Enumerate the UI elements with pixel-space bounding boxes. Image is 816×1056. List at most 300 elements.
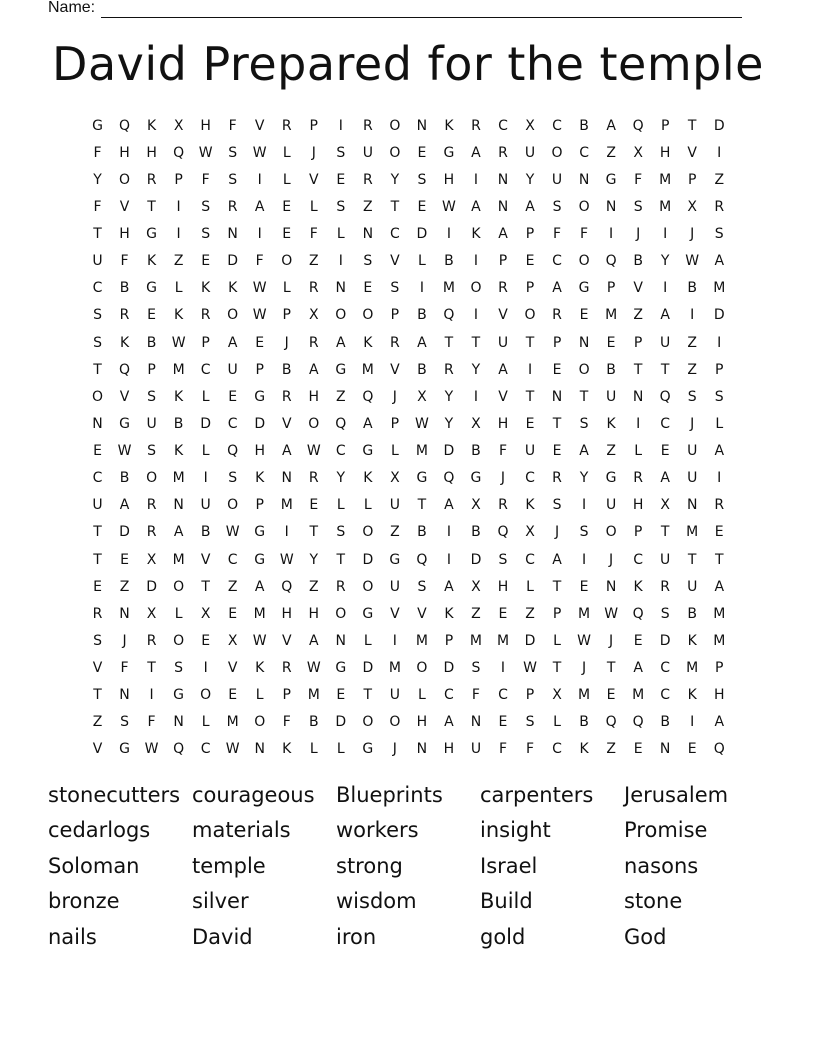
grid-letter: B [417, 361, 427, 378]
grid-letter: W [252, 144, 267, 161]
grid-letter: E [579, 578, 589, 595]
grid-letter: W [442, 198, 456, 215]
grid-letter: L [715, 415, 724, 432]
grid-letter: K [174, 307, 184, 324]
grid-letter: W [225, 741, 240, 758]
grid-letter: T [552, 578, 562, 595]
grid-letter: H [119, 226, 130, 243]
grid-letter: A [714, 578, 725, 595]
grid-letter: V [390, 253, 400, 270]
grid-letter: O [578, 253, 590, 270]
grid-letter: F [93, 198, 102, 215]
grid-letter: K [363, 334, 373, 351]
grid-letter: B [119, 280, 130, 297]
grid-letter: C [552, 253, 562, 270]
grid-letter: U [524, 144, 536, 161]
grid-letter: M [605, 307, 618, 324]
grid-letter: P [309, 117, 318, 134]
grid-letter: Z [390, 524, 400, 541]
grid-letter: B [471, 443, 481, 460]
grid-letter: T [444, 334, 454, 351]
grid-letter: P [390, 307, 400, 324]
grid-letter: T [660, 361, 670, 378]
grid-letter: N [497, 198, 509, 215]
grid-letter: J [690, 226, 695, 243]
grid-letter: S [336, 524, 346, 541]
grid-letter: P [687, 171, 697, 188]
grid-letter: I [582, 497, 587, 514]
grid-letter: V [254, 117, 265, 134]
grid-letter: D [443, 443, 455, 460]
grid-letter: V [390, 605, 400, 622]
grid-letter: E [498, 605, 508, 622]
grid-letter: L [526, 578, 534, 595]
grid-letter: I [446, 226, 451, 243]
grid-letter: G [119, 741, 130, 758]
grid-letter: I [419, 280, 424, 297]
word-bank-item: David [192, 924, 253, 949]
grid-letter: Y [93, 171, 102, 188]
grid-letter: H [200, 117, 211, 134]
grid-letter: G [605, 171, 617, 188]
grid-letter: F [228, 117, 237, 134]
grid-letter: F [201, 171, 210, 188]
grid-letter: J [392, 388, 397, 405]
grid-letter: I [473, 171, 479, 188]
grid-letter: A [417, 334, 427, 351]
grid-letter: Q [659, 388, 671, 405]
grid-letter: A [254, 198, 265, 215]
grid-letter: K [201, 280, 211, 297]
grid-letter: G [254, 551, 266, 568]
grid-letter: R [308, 334, 319, 351]
grid-letter: M [578, 605, 591, 622]
grid-letter: F [255, 253, 264, 270]
grid-letter: D [362, 660, 374, 677]
grid-letter: S [498, 551, 508, 568]
grid-letter: Q [632, 117, 644, 134]
grid-letter: M [632, 687, 645, 704]
grid-letter: E [228, 388, 238, 405]
grid-letter: U [389, 687, 400, 704]
grid-letter: O [146, 470, 158, 487]
name-blank-line[interactable] [101, 2, 742, 18]
grid-letter: K [687, 687, 697, 704]
grid-letter: E [525, 253, 535, 270]
grid-letter: F [282, 714, 291, 731]
grid-letter: I [663, 226, 668, 243]
grid-letter: R [362, 117, 373, 134]
grid-letter: I [690, 307, 695, 324]
grid-letter: V [119, 198, 130, 215]
grid-letter: O [308, 415, 320, 432]
grid-letter: L [174, 280, 183, 297]
grid-letter: A [552, 551, 562, 568]
grid-letter: V [498, 307, 508, 324]
grid-letter: B [281, 361, 292, 378]
grid-letter: I [663, 280, 668, 297]
grid-letter: C [552, 117, 562, 134]
grid-letter: Y [309, 551, 319, 568]
grid-letter: S [363, 253, 373, 270]
grid-letter: G [335, 361, 347, 378]
grid-letter: D [335, 714, 347, 731]
grid-letter: T [417, 497, 427, 514]
grid-letter: Z [687, 361, 697, 378]
grid-letter: R [552, 470, 562, 487]
grid-letter: N [335, 632, 347, 649]
grid-letter: C [444, 687, 454, 704]
grid-letter: F [120, 660, 129, 677]
grid-letter: K [119, 334, 130, 351]
grid-letter: S [471, 660, 481, 677]
grid-letter: W [306, 443, 321, 460]
grid-letter: L [417, 687, 426, 704]
name-label: Name: [48, 0, 96, 16]
grid-letter: P [552, 605, 562, 622]
grid-letter: M [713, 632, 726, 649]
grid-letter: W [252, 280, 267, 297]
grid-letter: Z [336, 388, 346, 405]
grid-letter: P [633, 524, 643, 541]
grid-letter: Z [363, 198, 373, 215]
grid-letter: M [172, 551, 185, 568]
grid-letter: I [717, 144, 722, 161]
grid-letter: O [578, 198, 590, 215]
grid-letter: R [362, 171, 373, 188]
grid-letter: S [147, 443, 157, 460]
grid-letter: F [309, 226, 318, 243]
grid-letter: S [93, 632, 102, 649]
grid-letter: Q [605, 714, 617, 731]
grid-letter: J [582, 660, 587, 677]
grid-letter: N [470, 714, 482, 731]
grid-letter: A [336, 334, 346, 351]
grid-letter: L [309, 741, 318, 758]
grid-letter: U [687, 443, 698, 460]
grid-letter: N [605, 198, 617, 215]
grid-letter: H [146, 144, 157, 161]
grid-letter: I [690, 714, 695, 731]
grid-letter: I [203, 660, 208, 677]
grid-letter: Z [92, 714, 103, 731]
grid-letter: X [660, 497, 670, 514]
grid-letter: G [578, 280, 590, 297]
grid-letter: Z [227, 578, 238, 595]
grid-letter: E [201, 253, 211, 270]
grid-letter: T [714, 551, 724, 568]
grid-letter: Q [605, 253, 617, 270]
grid-letter: F [498, 443, 508, 460]
grid-letter: N [605, 578, 617, 595]
grid-letter: H [713, 687, 725, 704]
grid-letter: G [362, 741, 374, 758]
grid-letter: E [552, 361, 562, 378]
grid-letter: C [200, 741, 211, 758]
grid-letter: I [392, 632, 397, 649]
grid-letter: U [687, 470, 698, 487]
grid-letter: X [173, 117, 184, 134]
grid-letter: T [201, 578, 210, 595]
grid-letter: Q [227, 443, 239, 460]
grid-letter: U [660, 551, 671, 568]
grid-letter: V [92, 741, 103, 758]
grid-letter: P [390, 415, 400, 432]
grid-letter: M [280, 497, 293, 514]
grid-letter: T [525, 388, 535, 405]
grid-letter: E [633, 632, 643, 649]
grid-letter: K [579, 741, 589, 758]
grid-letter: N [416, 741, 428, 758]
grid-letter: Z [308, 578, 319, 595]
grid-letter: C [525, 551, 535, 568]
grid-letter: T [552, 415, 562, 432]
grid-letter: I [717, 334, 722, 351]
grid-letter: L [201, 388, 210, 405]
grid-letter: G [119, 415, 130, 432]
word-bank-item: Soloman [48, 853, 140, 878]
grid-letter: T [525, 334, 535, 351]
grid-letter: M [415, 632, 428, 649]
grid-letter: Q [281, 578, 293, 595]
grid-letter: M [578, 687, 591, 704]
grid-letter: P [660, 117, 670, 134]
grid-letter: B [200, 524, 211, 541]
grid-letter: L [363, 497, 372, 514]
grid-letter: J [392, 741, 397, 758]
grid-letter: S [390, 280, 400, 297]
grid-letter: S [228, 171, 238, 188]
grid-letter: G [146, 226, 157, 243]
grid-letter: S [552, 497, 562, 514]
grid-letter: Z [525, 605, 535, 622]
grid-letter: I [446, 524, 451, 541]
grid-letter: H [443, 171, 455, 188]
grid-letter: R [498, 144, 508, 161]
grid-letter: U [605, 497, 617, 514]
grid-letter: U [200, 497, 211, 514]
grid-letter: S [201, 198, 211, 215]
grid-letter: C [335, 443, 346, 460]
grid-letter: J [284, 334, 289, 351]
grid-letter: W [604, 605, 619, 622]
grid-letter: T [471, 334, 481, 351]
grid-letter: J [122, 632, 127, 649]
grid-letter: Z [606, 741, 616, 758]
grid-letter: I [636, 415, 641, 432]
word-bank-item: insight [480, 818, 551, 843]
grid-letter: U [524, 443, 536, 460]
grid-letter: G [605, 470, 617, 487]
grid-letter: I [176, 198, 181, 215]
word-bank-item: Build [480, 889, 533, 914]
grid-letter: H [497, 578, 509, 595]
grid-letter: V [633, 280, 643, 297]
grid-letter: O [470, 280, 482, 297]
grid-letter: A [660, 307, 670, 324]
grid-letter: C [227, 551, 238, 568]
grid-letter: T [93, 524, 102, 541]
grid-letter: Y [444, 388, 454, 405]
grid-letter: I [717, 470, 722, 487]
grid-letter: B [308, 714, 319, 731]
grid-letter: A [173, 524, 184, 541]
grid-letter: A [444, 497, 454, 514]
grid-letter: L [363, 632, 372, 649]
grid-letter: L [309, 198, 318, 215]
grid-letter: C [498, 687, 508, 704]
grid-letter: B [660, 714, 670, 731]
grid-letter: H [119, 144, 130, 161]
grid-letter: O [335, 605, 347, 622]
grid-letter: K [363, 470, 373, 487]
grid-letter: M [659, 198, 672, 215]
grid-letter: E [93, 578, 102, 595]
grid-letter: G [254, 524, 266, 541]
grid-letter: J [636, 226, 641, 243]
grid-letter: O [362, 524, 374, 541]
grid-letter: U [92, 497, 103, 514]
grid-letter: P [444, 632, 454, 649]
grid-letter: M [226, 714, 239, 731]
grid-letter: N [92, 415, 103, 432]
grid-letter: T [93, 361, 102, 378]
grid-letter: I [609, 226, 614, 243]
grid-letter: O [389, 144, 401, 161]
grid-letter: B [146, 334, 157, 351]
grid-letter: P [498, 253, 508, 270]
grid-letter: N [578, 171, 590, 188]
grid-letter: N [227, 226, 238, 243]
grid-letter: P [282, 307, 291, 324]
grid-letter: C [660, 687, 671, 704]
grid-letter: R [552, 307, 562, 324]
grid-letter: X [146, 551, 157, 568]
grid-letter: S [336, 144, 346, 161]
grid-letter: B [444, 253, 454, 270]
grid-letter: H [416, 714, 428, 731]
grid-letter: I [284, 524, 289, 541]
grid-letter: X [525, 524, 535, 541]
grid-letter: I [446, 551, 451, 568]
grid-letter: E [147, 307, 156, 324]
grid-letter: P [525, 280, 535, 297]
word-bank-item: nails [48, 924, 97, 949]
grid-letter: N [119, 605, 130, 622]
grid-letter: S [714, 388, 724, 405]
grid-letter: E [309, 497, 319, 514]
grid-letter: S [714, 226, 724, 243]
grid-letter: A [633, 660, 643, 677]
grid-letter: R [281, 117, 292, 134]
grid-letter: S [228, 470, 238, 487]
grid-letter: O [362, 714, 374, 731]
word-bank-item: workers [336, 818, 419, 843]
grid-letter: D [713, 307, 725, 324]
grid-letter: R [308, 280, 319, 297]
grid-letter: D [470, 551, 482, 568]
grid-letter: V [390, 361, 400, 378]
grid-letter: U [389, 578, 400, 595]
grid-letter: B [687, 280, 697, 297]
grid-letter: R [335, 578, 346, 595]
grid-letter: Q [362, 388, 374, 405]
grid-letter: G [146, 280, 157, 297]
grid-letter: U [92, 253, 103, 270]
grid-letter: E [255, 334, 265, 351]
grid-letter: I [473, 253, 479, 270]
grid-letter: L [634, 443, 643, 460]
grid-letter: T [363, 687, 373, 704]
grid-letter: A [714, 443, 725, 460]
grid-letter: E [660, 443, 670, 460]
grid-letter: A [444, 714, 454, 731]
grid-letter: O [200, 687, 212, 704]
grid-letter: F [634, 171, 643, 188]
grid-letter: B [579, 117, 589, 134]
grid-letter: E [417, 144, 427, 161]
grid-letter: Z [308, 253, 319, 270]
grid-letter: M [713, 280, 726, 297]
name-line[interactable] [48, 0, 742, 18]
word-bank-item: nasons [624, 853, 699, 878]
grid-letter: W [171, 334, 186, 351]
word-bank-item: bronze [48, 889, 120, 914]
word-bank-item: cedarlogs [48, 818, 151, 843]
grid-letter: I [257, 171, 262, 188]
grid-letter: I [338, 117, 343, 134]
grid-letter: L [282, 144, 291, 161]
grid-letter: O [389, 714, 401, 731]
grid-letter: N [254, 741, 265, 758]
grid-letter: E [93, 443, 102, 460]
grid-letter: C [389, 226, 400, 243]
grid-letter: V [498, 388, 508, 405]
grid-letter: J [500, 470, 506, 487]
grid-letter: O [335, 307, 347, 324]
grid-letter: F [525, 741, 535, 758]
grid-letter: U [362, 144, 373, 161]
grid-letter: C [660, 415, 671, 432]
grid-letter: W [577, 632, 591, 649]
grid-letter: H [308, 388, 320, 405]
grid-letter: E [606, 687, 616, 704]
grid-letter: X [471, 415, 481, 432]
grid-letter: P [282, 687, 291, 704]
grid-letter: O [173, 632, 185, 649]
grid-letter: E [579, 307, 589, 324]
grid-letter: R [633, 470, 643, 487]
grid-letter: Q [335, 415, 347, 432]
grid-letter: C [498, 117, 508, 134]
grid-letter: O [524, 307, 536, 324]
grid-letter: R [308, 470, 319, 487]
grid-letter: X [227, 632, 238, 649]
grid-letter: U [687, 578, 698, 595]
grid-letter: S [201, 226, 211, 243]
grid-letter: C [92, 470, 103, 487]
grid-letter: C [227, 415, 238, 432]
word-bank-item: materials [192, 818, 291, 843]
grid-letter: X [390, 470, 400, 487]
grid-letter: O [362, 578, 374, 595]
grid-letter: K [174, 443, 184, 460]
grid-letter: E [606, 334, 616, 351]
grid-letter: K [146, 253, 157, 270]
grid-letter: R [389, 334, 400, 351]
grid-letter: M [172, 470, 185, 487]
word-bank-item: stone [624, 889, 683, 914]
